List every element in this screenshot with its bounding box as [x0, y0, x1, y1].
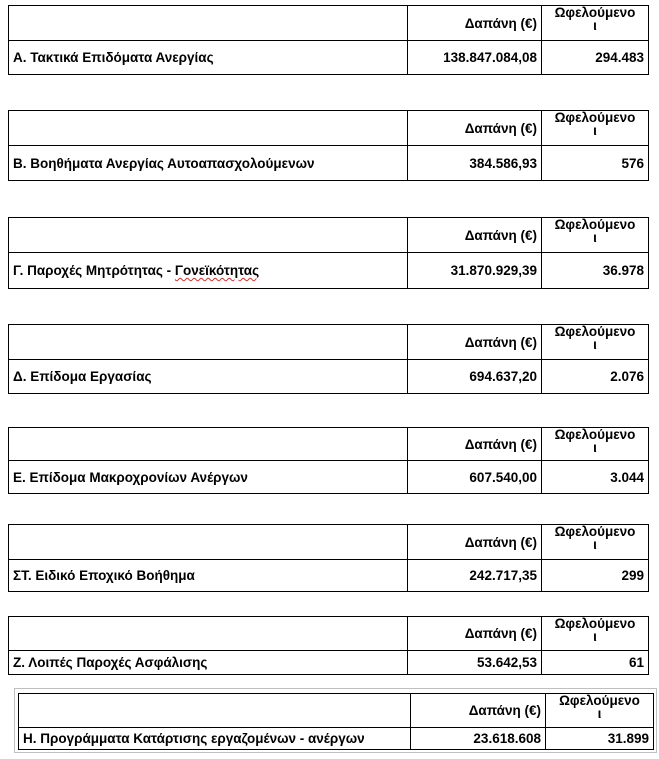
beneficiaries-header: [542, 617, 649, 651]
beneficiaries-value: 294.483: [542, 41, 649, 75]
beneficiaries-header-line2: ι: [597, 706, 602, 721]
header-empty-cell: [9, 218, 408, 253]
row-label: Ε. Επίδομα Μακροχρονίων Ανέργων: [9, 461, 408, 494]
header-row: [19, 694, 654, 728]
row-label: [9, 253, 408, 289]
cost-header: Δαπάνη (€): [408, 325, 542, 360]
cost-value: 53.642,53: [408, 651, 542, 675]
row-label: Α. Τακτικά Επιδόματα Ανεργίας: [9, 41, 408, 75]
row-label: Β. Βοηθήματα Ανεργίας Αυτοαπασχολούμενων: [9, 146, 408, 181]
cost-value: 694.637,20: [408, 360, 542, 394]
benefit-table-a: [8, 5, 649, 75]
spellcheck-marked-word: Γονεϊκότητας: [174, 263, 260, 278]
data-row: [9, 461, 649, 494]
cost-header: Δαπάνη (€): [408, 617, 542, 651]
cost-value: 138.847.084,08: [408, 41, 542, 75]
data-row: [9, 651, 649, 675]
beneficiaries-header-line1: Ωφελούμενο: [554, 5, 636, 20]
cost-header: Δαπάνη (€): [408, 6, 542, 41]
header-row: [9, 218, 649, 253]
header-row: [9, 111, 649, 146]
cost-header: Δαπάνη (€): [408, 525, 542, 560]
beneficiaries-value: 31.899: [546, 728, 654, 750]
beneficiaries-header: [546, 694, 654, 728]
cost-header: Δαπάνη (€): [411, 694, 546, 728]
cost-value: 607.540,00: [408, 461, 542, 494]
header-empty-cell: [9, 428, 408, 461]
beneficiaries-header-line2: ι: [593, 18, 597, 33]
beneficiaries-header-line2: ι: [593, 230, 597, 245]
cost-header: Δαπάνη (€): [408, 428, 542, 461]
header-empty-cell: [9, 617, 408, 651]
cost-header: Δαπάνη (€): [408, 111, 542, 146]
cost-value: 31.870.929,39: [408, 253, 542, 289]
data-row: [19, 728, 654, 750]
data-row: [9, 560, 649, 592]
beneficiaries-value: 299: [542, 560, 649, 592]
row-label: Η. Προγράμματα Κατάρτισης εργαζομένων - ανέργων: [19, 728, 411, 750]
cost-header: Δαπάνη (€): [408, 218, 542, 253]
beneficiaries-header: [542, 325, 649, 360]
cost-value: 242.717,35: [408, 560, 542, 592]
row-label: ΣΤ. Ειδικό Εποχικό Βοήθημα: [9, 560, 408, 592]
beneficiaries-value: 61: [542, 651, 649, 675]
benefit-table-z: [8, 616, 649, 675]
beneficiaries-header-line1: Ωφελούμενο: [554, 616, 636, 631]
header-row: [9, 6, 649, 41]
header-empty-cell: [9, 525, 408, 560]
beneficiaries-header-line2: ι: [593, 537, 597, 552]
beneficiaries-value: 3.044: [542, 461, 649, 494]
cost-value: 384.586,93: [408, 146, 542, 181]
header-row: [9, 525, 649, 560]
beneficiaries-header-line1: Ωφελούμενο: [554, 427, 636, 442]
data-row: [9, 146, 649, 181]
beneficiaries-header: [542, 525, 649, 560]
beneficiaries-header-line1: Ωφελούμενο: [554, 217, 636, 232]
beneficiaries-header-line1: Ωφελούμενο: [554, 110, 636, 125]
row-label: Ζ. Λοιπές Παροχές Ασφάλισης: [9, 651, 408, 675]
header-empty-cell: [9, 6, 408, 41]
beneficiaries-header: [542, 218, 649, 253]
header-row: [9, 617, 649, 651]
beneficiaries-header-line2: ι: [593, 337, 597, 352]
benefit-table-c: [8, 217, 649, 289]
benefit-table-b: [8, 110, 649, 181]
benefit-table-st: [8, 524, 649, 592]
header-row: [9, 428, 649, 461]
benefit-table-h: [18, 693, 654, 750]
benefit-table-e: [8, 427, 649, 494]
beneficiaries-value: 2.076: [542, 360, 649, 394]
beneficiaries-header-line1: Ωφελούμενο: [554, 324, 636, 339]
header-empty-cell: [19, 694, 411, 728]
data-row: [9, 253, 649, 289]
row-label: Δ. Επίδομα Εργασίας: [9, 360, 408, 394]
beneficiaries-header-line1: Ωφελούμενο: [559, 693, 640, 708]
beneficiaries-value: 36.978: [542, 253, 649, 289]
beneficiaries-header-line1: Ωφελούμενο: [554, 524, 636, 539]
header-row: [9, 325, 649, 360]
beneficiaries-header: [542, 428, 649, 461]
data-row: [9, 360, 649, 394]
benefit-table-d: [8, 324, 649, 394]
beneficiaries-header: [542, 6, 649, 41]
data-row: [9, 41, 649, 75]
cost-value: 23.618.608: [411, 728, 546, 750]
header-empty-cell: [9, 111, 408, 146]
row-label-main: Γ. Παροχές Μητρότητας -: [13, 263, 175, 278]
beneficiaries-header-line2: ι: [593, 123, 597, 138]
beneficiaries-value: 576: [542, 146, 649, 181]
beneficiaries-header-line2: ι: [593, 440, 597, 455]
header-empty-cell: [9, 325, 408, 360]
beneficiaries-header-line2: ι: [593, 629, 597, 644]
beneficiaries-header: [542, 111, 649, 146]
